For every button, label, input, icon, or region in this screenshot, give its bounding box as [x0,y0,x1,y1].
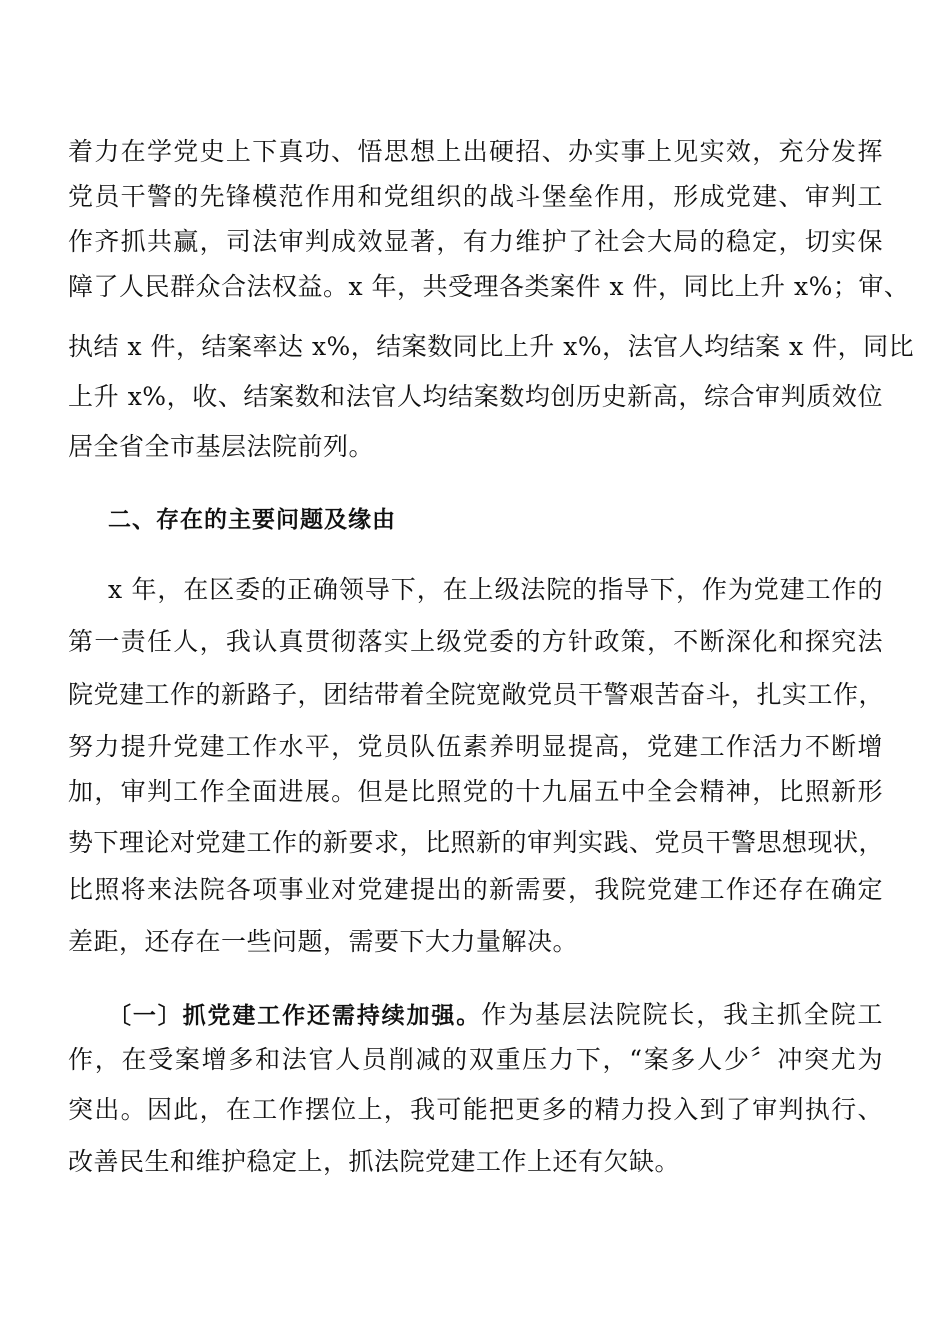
paragraph2-line-8: 差距，还存在一些问题，需要下大力量解决。 [68,927,579,956]
paragraph1-line-1: 着力在学党史上下真功、悟思想上出硬招、办实事上见实效，充分发挥 [68,137,883,166]
paragraph2-line-5: 加，审判工作全面进展。但是比照党的十九届五中全会精神，比照新形 [68,777,883,806]
paragraph2-line-2: 第一责任人，我认真贯彻落实上级党委的方针政策，不断深化和探究法 [68,627,883,656]
paragraph3-lead-rest: 作为基层法院院长，我主抓全院工 [481,1000,883,1029]
paragraph1-line-5: 执结 x 件，结案率达 x%，结案数同比上升 x%，法官人均结案 x 件，同比 [68,332,915,361]
paragraph1-line-7: 居全省全市基层法院前列。 [68,432,375,461]
paragraph3-line-4: 改善民生和维护稳定上，抓法院党建工作上还有欠缺。 [68,1147,681,1176]
paragraph1-line-3: 作齐抓共赢，司法审判成效显著，有力维护了社会大局的稳定，切实保 [68,227,883,256]
paragraph1-line-2: 党员干警的先锋模范作用和党组织的战斗堡垒作用，形成党建、审判工 [68,182,883,211]
section-heading: 二、存在的主要问题及缘由 [108,507,396,533]
paragraph2-line-6: 势下理论对党建工作的新要求，比照新的审判实践、党员干警思想现状， [68,828,885,857]
paragraph1-line-6: 上升 x%，收、结案数和法官人均结案数均创历史新高，综合审判质效位 [68,382,883,411]
paragraph3-line-3: 突出。因此，在工作摆位上，我可能把更多的精力投入到了审判执行、 [68,1095,883,1124]
paragraph3-lead-bold: 〔一〕抓党建工作还需持续加强。 [108,1003,482,1029]
paragraph2-line-1: x 年，在区委的正确领导下，在上级法院的指导下，作为党建工作的 [108,575,883,604]
paragraph2-line-7: 比照将来法院各项事业对党建提出的新需要，我院党建工作还存在确定 [68,875,883,904]
paragraph3-line-2: 作，在受案增多和法官人员削减的双重压力下，“案多人少〞冲突尤为 [68,1045,883,1074]
paragraph2-line-4: 努力提升党建工作水平，党员队伍素养明显提高，党建工作活力不断增 [68,732,883,761]
paragraph1-line-4: 障了人民群众合法权益。x 年，共受理各类案件 x 件，同比上升 x%；审、 [68,272,910,301]
paragraph3-line-1 [108,1000,883,1031]
paragraph2-line-3: 院党建工作的新路子，团结带着全院宽敞党员干警艰苦奋斗，扎实工作， [68,680,885,709]
